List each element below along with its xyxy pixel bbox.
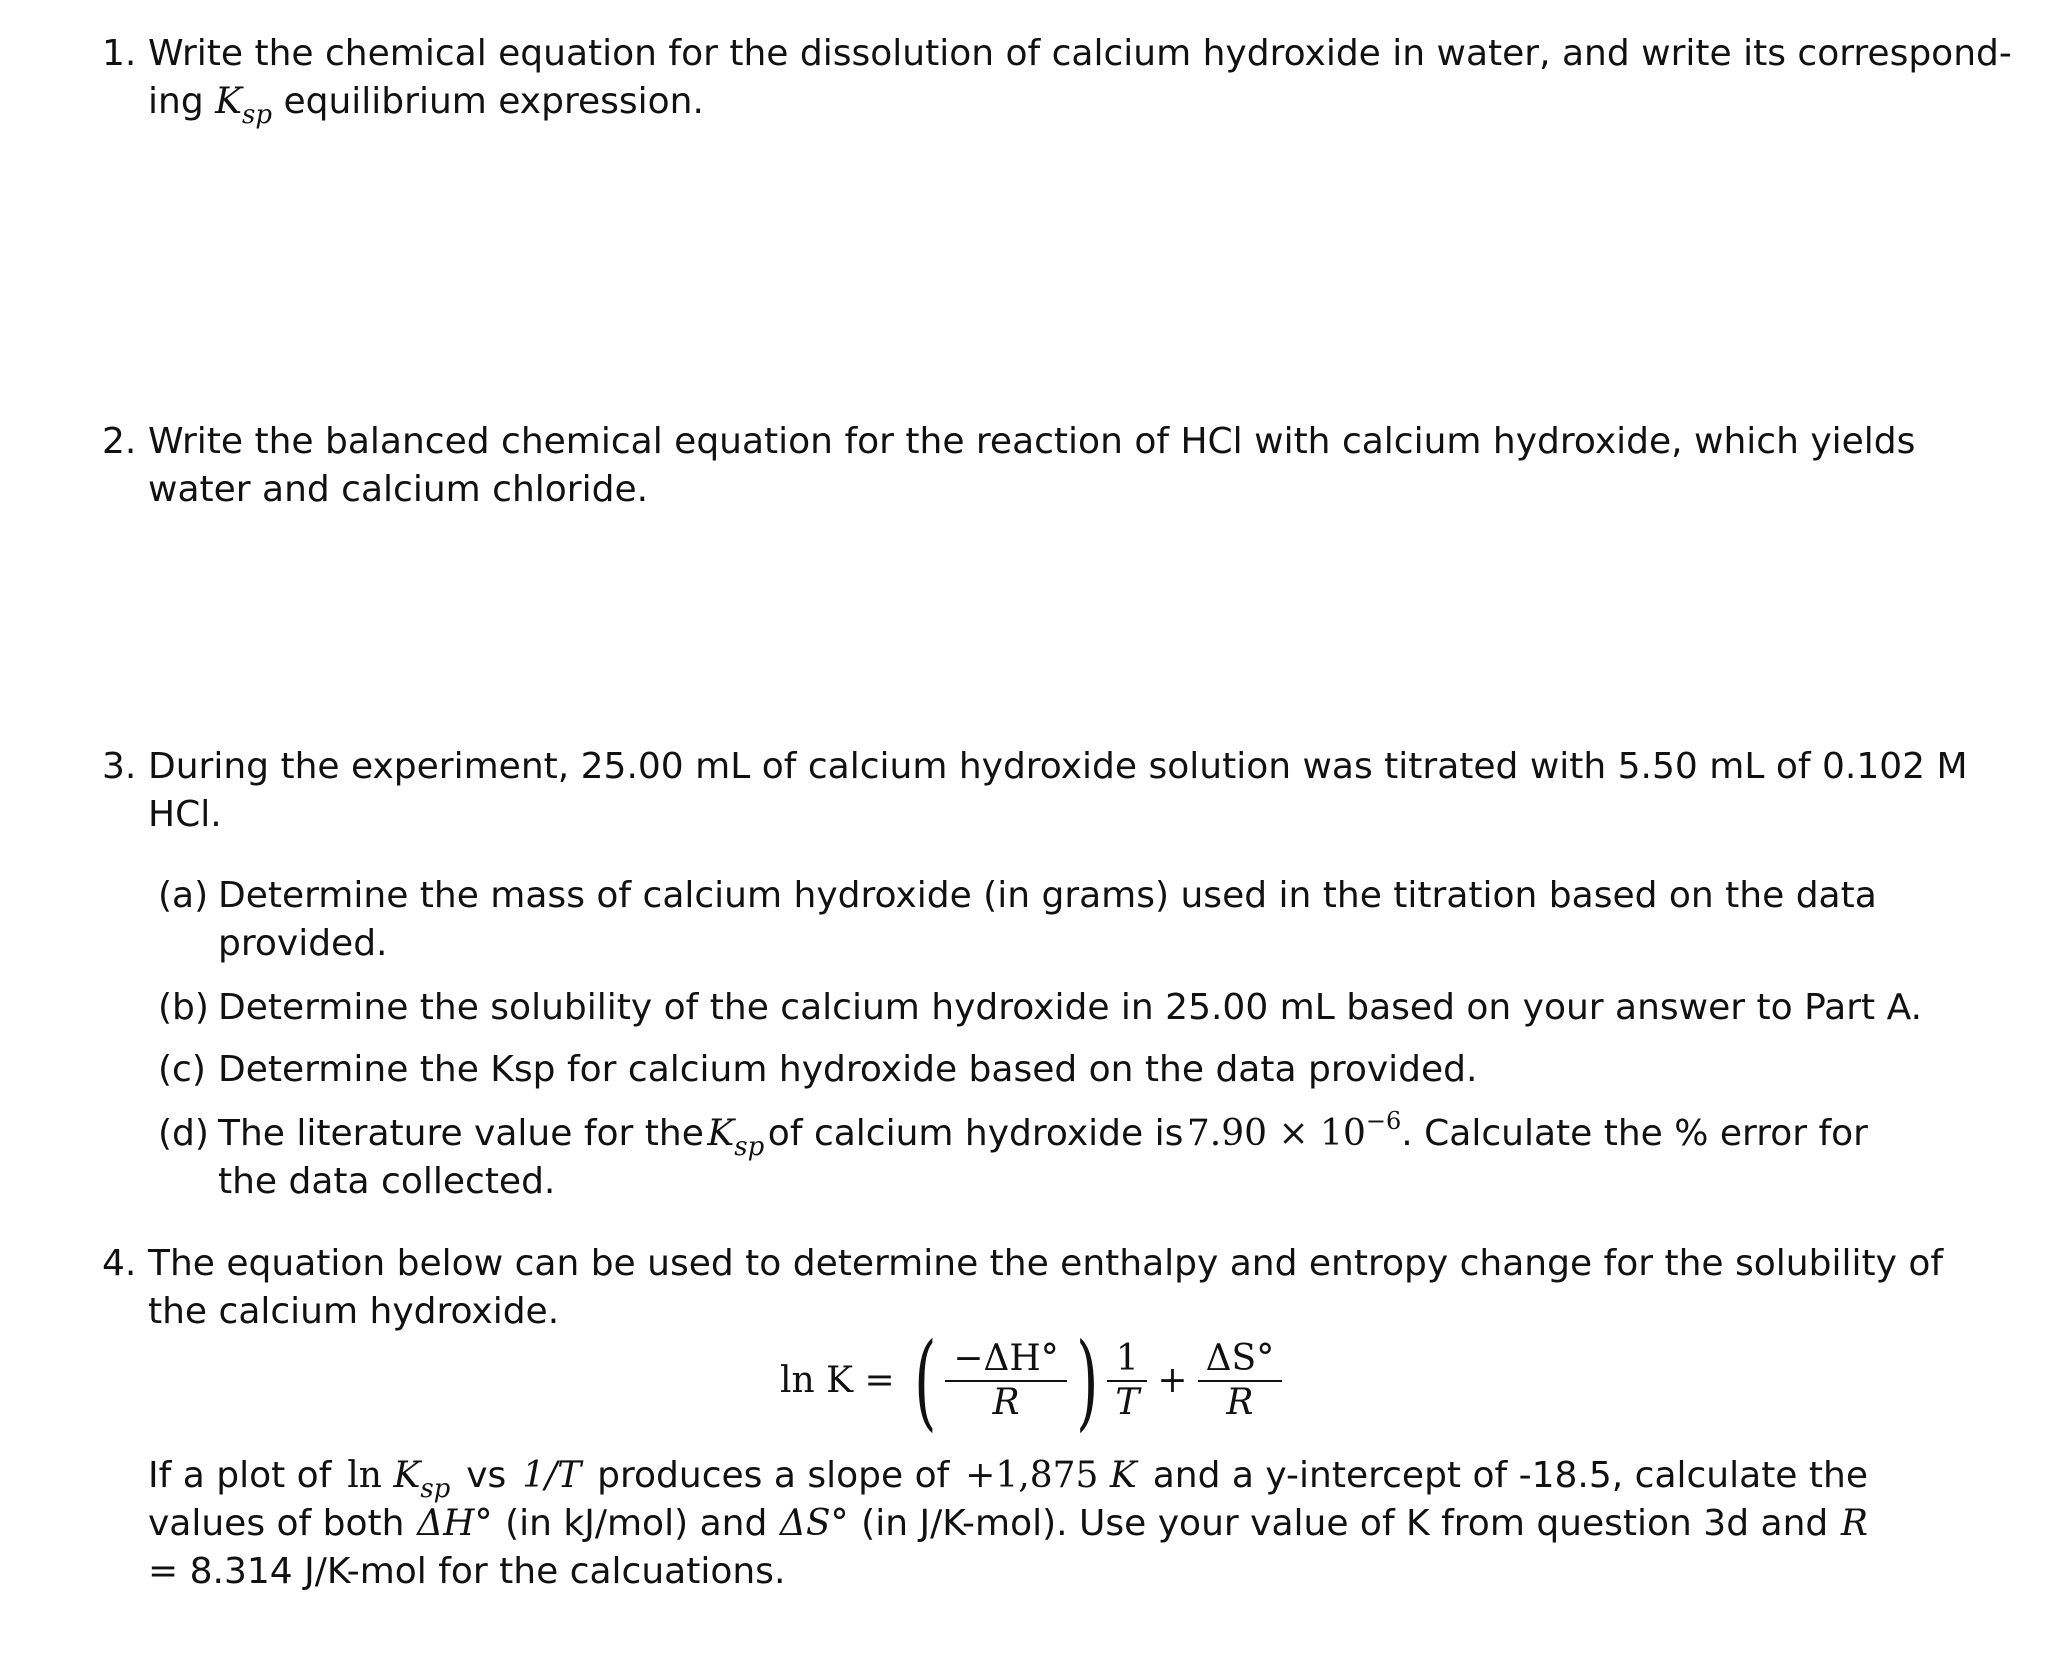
question-2 <box>102 418 1916 514</box>
question-3-line-2: HCl. <box>148 794 222 835</box>
question-4-line-1: The equation below can be used to determine the enthalpy and entropy change for the solubility of <box>148 1243 1944 1284</box>
fraction-denominator: R <box>945 1380 1067 1424</box>
question-3b-label: (b) <box>158 987 209 1028</box>
q1-text-ing: ing <box>148 81 204 122</box>
question-3d-line-2: the data collected. <box>218 1161 556 1202</box>
fraction-numerator: −ΔH° <box>953 1338 1059 1379</box>
q4p-text: produces a slope of <box>597 1455 950 1496</box>
fraction-one-over-t <box>1107 1338 1147 1424</box>
fraction-ds-over-r <box>1198 1338 1283 1424</box>
question-1 <box>102 30 2012 130</box>
q4p-text: If a plot of <box>148 1455 332 1496</box>
q4p-text: and a y-intercept of -18.5, calculate the <box>1152 1455 1868 1496</box>
ksp-subscript: sp <box>242 100 273 130</box>
q1-text-post: equilibrium expression. <box>283 81 704 122</box>
q4p-text: vs <box>466 1455 507 1496</box>
q4p-text: (in J/K-mol). Use your value of K from question 3d and <box>861 1503 1829 1544</box>
ln-symbol: ln <box>347 1455 382 1496</box>
equation-lhs: ln K = <box>780 1360 895 1401</box>
gas-constant-symbol: R <box>1840 1503 1868 1544</box>
question-2-number: 2. <box>102 421 137 462</box>
question-3d-label: (d) <box>158 1113 209 1154</box>
question-4-number: 4. <box>102 1243 137 1284</box>
question-4-paragraph <box>148 1452 1868 1596</box>
right-paren: ) <box>1075 1320 1099 1442</box>
fraction-numerator: ΔS° <box>1205 1338 1275 1379</box>
question-3b-line-1: Determine the solubility of the calcium hydroxide in 25.00 mL based on your answer to Part A. <box>218 987 1923 1028</box>
question-3-number: 3. <box>102 746 137 787</box>
question-3c-line-1: Determine the Ksp for calcium hydroxide based on the data provided. <box>218 1049 1478 1090</box>
literature-ksp-exponent: −6 <box>1365 1107 1402 1135</box>
q3d-post: . Calculate the % error for <box>1401 1113 1868 1154</box>
question-2-line-2: water and calcium chloride. <box>148 469 649 510</box>
entropy-symbol: ΔS° <box>779 1503 849 1544</box>
question-1-line-1: Write the chemical equation for the dissolution of calcium hydroxide in water, and write its correspond- <box>148 33 2012 74</box>
fraction-denominator: T <box>1107 1380 1147 1424</box>
ksp-symbol: K <box>215 81 243 122</box>
question-3a-label: (a) <box>158 875 209 916</box>
ksp-subscript: sp <box>734 1132 765 1162</box>
ksp-symbol: K <box>707 1113 735 1154</box>
question-3 <box>102 743 1968 839</box>
question-3a-line-1: Determine the mass of calcium hydroxide (in grams) used in the titration based on the data <box>218 875 1877 916</box>
ksp-subscript: sp <box>420 1474 451 1504</box>
vant-hoff-equation <box>780 1320 1282 1442</box>
q4p-text: 8.314 J/K-mol for the calcuations. <box>189 1551 786 1592</box>
question-4-para-line-1 <box>148 1452 1868 1504</box>
left-paren: ( <box>913 1320 937 1442</box>
enthalpy-symbol: ΔH° <box>417 1503 493 1544</box>
q3d-pre: The literature value for the <box>218 1113 704 1154</box>
q3d-mid: of calcium hydroxide is <box>767 1113 1184 1154</box>
question-3d <box>158 1107 1868 1206</box>
question-3a <box>158 872 1877 968</box>
fraction-neg-dh-over-r <box>945 1338 1067 1424</box>
kelvin-unit: K <box>1109 1455 1137 1496</box>
question-3d-line-1 <box>218 1107 1868 1162</box>
q4p-text: (in kJ/mol) and <box>505 1503 768 1544</box>
question-3a-line-2: provided. <box>218 923 388 964</box>
question-4 <box>102 1240 1944 1336</box>
question-4-para-line-2 <box>148 1500 1868 1548</box>
question-2-line-1: Write the balanced chemical equation for the reaction of HCl with calcium hydroxide, which yields <box>148 421 1916 462</box>
question-1-number: 1. <box>102 33 137 74</box>
question-3b <box>158 984 1923 1032</box>
question-3c <box>158 1046 1868 1094</box>
question-4-para-line-3 <box>148 1548 1868 1596</box>
inverse-temperature: 1/T <box>522 1455 582 1496</box>
question-3c-label: (c) <box>158 1049 206 1090</box>
equals-sign: = <box>148 1551 179 1592</box>
question-1-line-2 <box>148 78 1868 130</box>
fraction-numerator: 1 <box>1115 1338 1139 1379</box>
fraction-denominator: R <box>1198 1380 1283 1424</box>
literature-ksp-value: 7.90 × 10 <box>1186 1113 1366 1154</box>
question-4-line-2: the calcium hydroxide. <box>148 1291 560 1332</box>
q4p-text: values of both <box>148 1503 405 1544</box>
ksp-symbol: K <box>393 1455 421 1496</box>
plus-sign: + <box>1157 1360 1188 1401</box>
slope-value: +1,875 <box>965 1455 1099 1496</box>
question-3-line-1: During the experiment, 25.00 mL of calcium hydroxide solution was titrated with 5.50 mL of 0.102 M <box>148 746 1968 787</box>
